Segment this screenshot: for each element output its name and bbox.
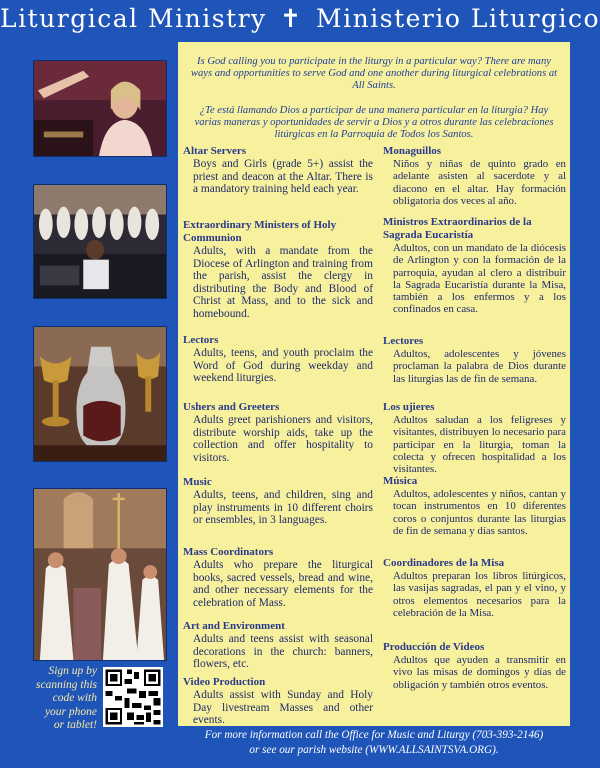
ministry-lectors	[183, 334, 373, 385]
ministry-title: Monaguillos	[383, 145, 442, 157]
signup-area	[33, 665, 173, 731]
ministry-title: Extraordinary Ministers of Holy Communion	[183, 219, 337, 244]
qr-code-icon[interactable]	[103, 667, 163, 727]
ministry-ushers	[183, 401, 373, 464]
ministry-ministros-extraordinarios	[383, 216, 566, 316]
ministry-body: Adultos, adolescentes y jóvenes proclaman la palabra de Dios durante las liturgias las de fin de semana.	[393, 348, 566, 385]
ministry-body: Adultos, con un mandato de la diócesis de Arlington y con la formación de la parroquia, ayudan al clero a distribuir la Sagrada Eucaristía durante la Misa, también a los enfermos y a los confinados en casa.	[393, 242, 566, 316]
ministry-body: Adults, teens, and children, sing and play instruments in 10 different choirs or ensembles, in 3 languages.	[193, 489, 373, 527]
ministry-video-production	[183, 676, 373, 727]
ministry-title: Ushers and Greeters	[183, 401, 280, 413]
ministry-title: Coordinadores de la Misa	[383, 557, 505, 569]
ministry-title: Lectors	[183, 334, 219, 346]
ministry-body: Adults assist with Sunday and Holy Day livestream Masses and other events.	[193, 689, 373, 727]
ministry-body: Niños y niñas de quinto grado en adelante asisten al sacerdote y al diacono en el altar. Hay formación obligatoria dos veces al año.	[393, 158, 566, 207]
ministry-title: Music	[183, 476, 212, 488]
ministry-music	[183, 476, 373, 527]
ministry-body: Adults who prepare the liturgical books, sacred vessels, bread and wine, and other necessary elements for the celebration of Mass.	[193, 559, 373, 609]
photo-procession	[33, 488, 167, 661]
ministry-title: Música	[383, 475, 418, 487]
content-panel	[178, 42, 570, 726]
ministry-title: Video Production	[183, 676, 266, 688]
footer	[178, 728, 570, 757]
ministry-lectores	[383, 335, 566, 385]
ministry-art-environment	[183, 620, 373, 671]
ministry-body: Boys and Girls (grade 5+) assist the priest and deacon at the Altar. There is a mandatory training held each year.	[193, 158, 373, 196]
ministry-title: Ministros Extraordinarios de la Sagrada Eucaristía	[383, 216, 532, 241]
ministry-coordinadores	[383, 557, 566, 619]
ministry-title: Lectores	[383, 335, 424, 347]
cross-icon: ✝	[280, 4, 303, 33]
title-spanish: Ministerio Liturgico	[316, 4, 600, 33]
signup-caption: Sign up by scanning this code with your phone or tablet!	[35, 665, 97, 731]
ministry-musica	[383, 475, 566, 537]
photo-choir	[33, 184, 167, 299]
ministry-produccion-videos	[383, 641, 566, 691]
intro	[186, 56, 562, 153]
ministry-title: Mass Coordinators	[183, 546, 274, 558]
footer-website-link[interactable]: or see our parish website (WWW.ALLSAINTSVA.ORG).	[249, 743, 499, 756]
ministry-altar-servers	[183, 145, 373, 196]
ministry-title: Los ujieres	[383, 401, 435, 413]
ministry-body: Adults, with a mandate from the Diocese of Arlington and training from the parish, assist the clergy in distributing the Body and Blood of Christ at Mass, and to the sick and homebound.	[193, 245, 373, 320]
ministry-body: Adults, teens, and youth proclaim the Word of God during weekday and weekend liturgies.	[193, 347, 373, 385]
ministry-monaguillos	[383, 145, 566, 207]
ministry-title: Art and Environment	[183, 620, 285, 632]
ministry-body: Adultos preparan los libros litúrgicos, las vasijas sagradas, el pan y el vino, y otros elementos necesarios para la celebración de la Misa.	[393, 570, 566, 619]
ministry-body: Adultos saludan a los feligreses y visitantes, distribuyen lo necesario para participar en la liturgia, toman la colecta y ofrecen hospitalidad a los visitantes.	[393, 414, 566, 476]
ministry-body: Adultos, adolescentes y niños, cantan y tocan instrumentos en 10 diferentes coros o conjuntos durante las liturgias de fin de semana y días santos.	[393, 488, 566, 537]
ministry-body: Adults and teens assist with seasonal decorations in the church: banners, flowers, etc.	[193, 633, 373, 671]
intro-english: Is God calling you to participate in the liturgy in a particular way? There are many ways and opportunities to serve God and one another during liturgical celebrations at All Saints.	[190, 56, 558, 92]
ministry-mass-coordinators	[183, 546, 373, 609]
page-title	[0, 4, 600, 38]
ministry-eucharistic-ministers	[183, 219, 373, 321]
title-english: Liturgical Ministry	[0, 4, 267, 33]
ministry-title: Producción de Videos	[383, 641, 485, 653]
ministry-body: Adults greet parishioners and visitors, distribute worship aids, take up the collection and offer hospitality to visitors.	[193, 414, 373, 464]
photo-cantor	[33, 60, 167, 157]
ministry-title: Altar Servers	[183, 145, 247, 157]
ministry-ujieres	[383, 401, 566, 475]
ministry-body: Adultos que ayuden a transmitir en vivo las misas de domingos y días de obligación y también otros eventos.	[393, 654, 566, 691]
intro-spanish: ¿Te está llamando Dios a participar de una manera particular en la liturgia? Hay varias maneras y oportunidades de servir a Dios y a otros durante las celebraciones litúrgicas en la Parroquia de Todos los Santos.	[194, 104, 554, 141]
photo-chalices	[33, 326, 167, 462]
footer-phone-line: For more information call the Office for Music and Liturgy (703-393-2146)	[204, 729, 544, 741]
